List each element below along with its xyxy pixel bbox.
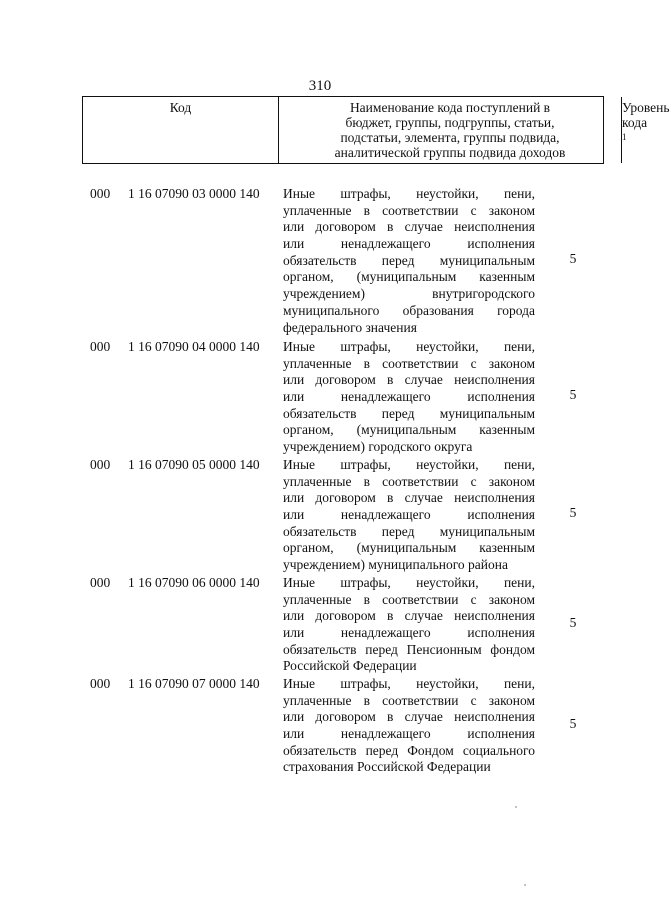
header-name-column: [279, 97, 622, 163]
revenue-name-line: Иные штрафы, неустойки, пени,: [283, 457, 535, 472]
revenue-name-line: уплаченные в соответствии с законом: [283, 591, 535, 607]
revenue-code: 1 16 07090 05 0000 140: [128, 457, 260, 472]
revenue-name-line: уплаченные в соответствии с законом: [283, 692, 535, 708]
revenue-name: [283, 575, 535, 675]
code-level: 5: [569, 505, 577, 521]
revenue-name-line: или договором в случае неисполнения: [283, 608, 535, 624]
admin-code: 000: [90, 676, 111, 691]
revenue-name-line: федерального значения: [283, 319, 417, 335]
revenue-name: [283, 676, 535, 776]
revenue-code: 1 16 07090 06 0000 140: [128, 575, 260, 590]
revenue-name: [283, 457, 535, 574]
revenue-name-line: Иные штрафы, неустойки, пени,: [283, 575, 535, 590]
revenue-name-line: обязательств перед муниципальным: [283, 252, 535, 268]
header-name-line: подстатьи, элемента, группы подвида,: [340, 130, 560, 145]
revenue-code: 1 16 07090 03 0000 140: [128, 186, 260, 201]
header-level-word: кода: [622, 115, 648, 130]
revenue-name-line: Иные штрафы, неустойки, пени,: [283, 186, 535, 201]
revenue-name-line: или ненадлежащего исполнения: [283, 236, 535, 252]
revenue-name-line: уплаченные в соответствии с законом: [283, 473, 535, 489]
revenue-name-line: или договором в случае неисполнения: [283, 372, 535, 388]
admin-code: 000: [90, 339, 111, 354]
revenue-name-line: учреждением) внутригородского: [283, 286, 535, 302]
revenue-name-line: или ненадлежащего исполнения: [283, 389, 535, 405]
scan-speck: [515, 806, 517, 808]
revenue-name: [283, 339, 535, 456]
header-name-line: Наименование кода поступлений в: [349, 100, 551, 115]
revenue-name-line: страхования Российской Федерации: [283, 759, 491, 775]
revenue-name-line: или договором в случае неисполнения: [283, 709, 535, 725]
code-level: 5: [569, 250, 577, 266]
admin-code: 000: [90, 575, 111, 590]
revenue-name-line: или ненадлежащего исполнения: [283, 625, 535, 641]
revenue-code: 1 16 07090 04 0000 140: [128, 339, 260, 354]
revenue-name-line: обязательств перед Пенсионным фондом: [283, 641, 535, 657]
revenue-name-line: Иные штрафы, неустойки, пени,: [283, 676, 535, 691]
code-level: 5: [569, 715, 577, 731]
revenue-name-line: муниципального образования города: [283, 302, 535, 318]
header-code-column: Код: [83, 97, 279, 163]
revenue-name-line: или договором в случае неисполнения: [283, 219, 535, 235]
revenue-name-line: органом, (муниципальным казенным: [283, 540, 535, 556]
revenue-name-line: уплаченные в соответствии с законом: [283, 355, 535, 371]
header-name-line: бюджет, группы, подгруппы, статьи,: [345, 115, 555, 130]
revenue-name-line: или ненадлежащего исполнения: [283, 726, 535, 742]
revenue-name-line: органом, (муниципальным казенным: [283, 422, 535, 438]
revenue-name-line: или договором в случае неисполнения: [283, 490, 535, 506]
admin-code: 000: [90, 186, 111, 201]
scan-speck: [524, 884, 526, 886]
revenue-name: [283, 186, 535, 336]
revenue-code: 1 16 07090 07 0000 140: [128, 676, 260, 691]
table-header: Код Наименование кода поступлений в бюджет, группы, подгруппы, статьи, подстатьи, элемента, группы подвида, аналитической группы подвида доходов Уровень кода $^1$: [82, 96, 604, 164]
footnote-marker: 1: [622, 132, 627, 142]
admin-code: 000: [90, 457, 111, 472]
revenue-name-line: Иные штрафы, неустойки, пени,: [283, 339, 535, 354]
revenue-name-line: Российской Федерации: [283, 658, 417, 674]
revenue-name-line: или ненадлежащего исполнения: [283, 507, 535, 523]
header-name-line: аналитической группы подвида доходов: [334, 145, 566, 160]
revenue-name-line: обязательств перед муниципальным: [283, 405, 535, 421]
revenue-name-line: органом, (муниципальным казенным: [283, 269, 535, 285]
revenue-name-line: обязательств перед Фондом социального: [283, 742, 535, 758]
revenue-name-line: уплаченные в соответствии с законом: [283, 202, 535, 218]
code-level: 5: [569, 387, 577, 403]
revenue-name-line: обязательств перед муниципальным: [283, 523, 535, 539]
revenue-name-line: учреждением) муниципального района: [283, 557, 508, 573]
page-number: 310: [308, 78, 332, 94]
revenue-name-line: учреждением) городского округа: [283, 439, 473, 455]
code-level: 5: [569, 614, 577, 630]
